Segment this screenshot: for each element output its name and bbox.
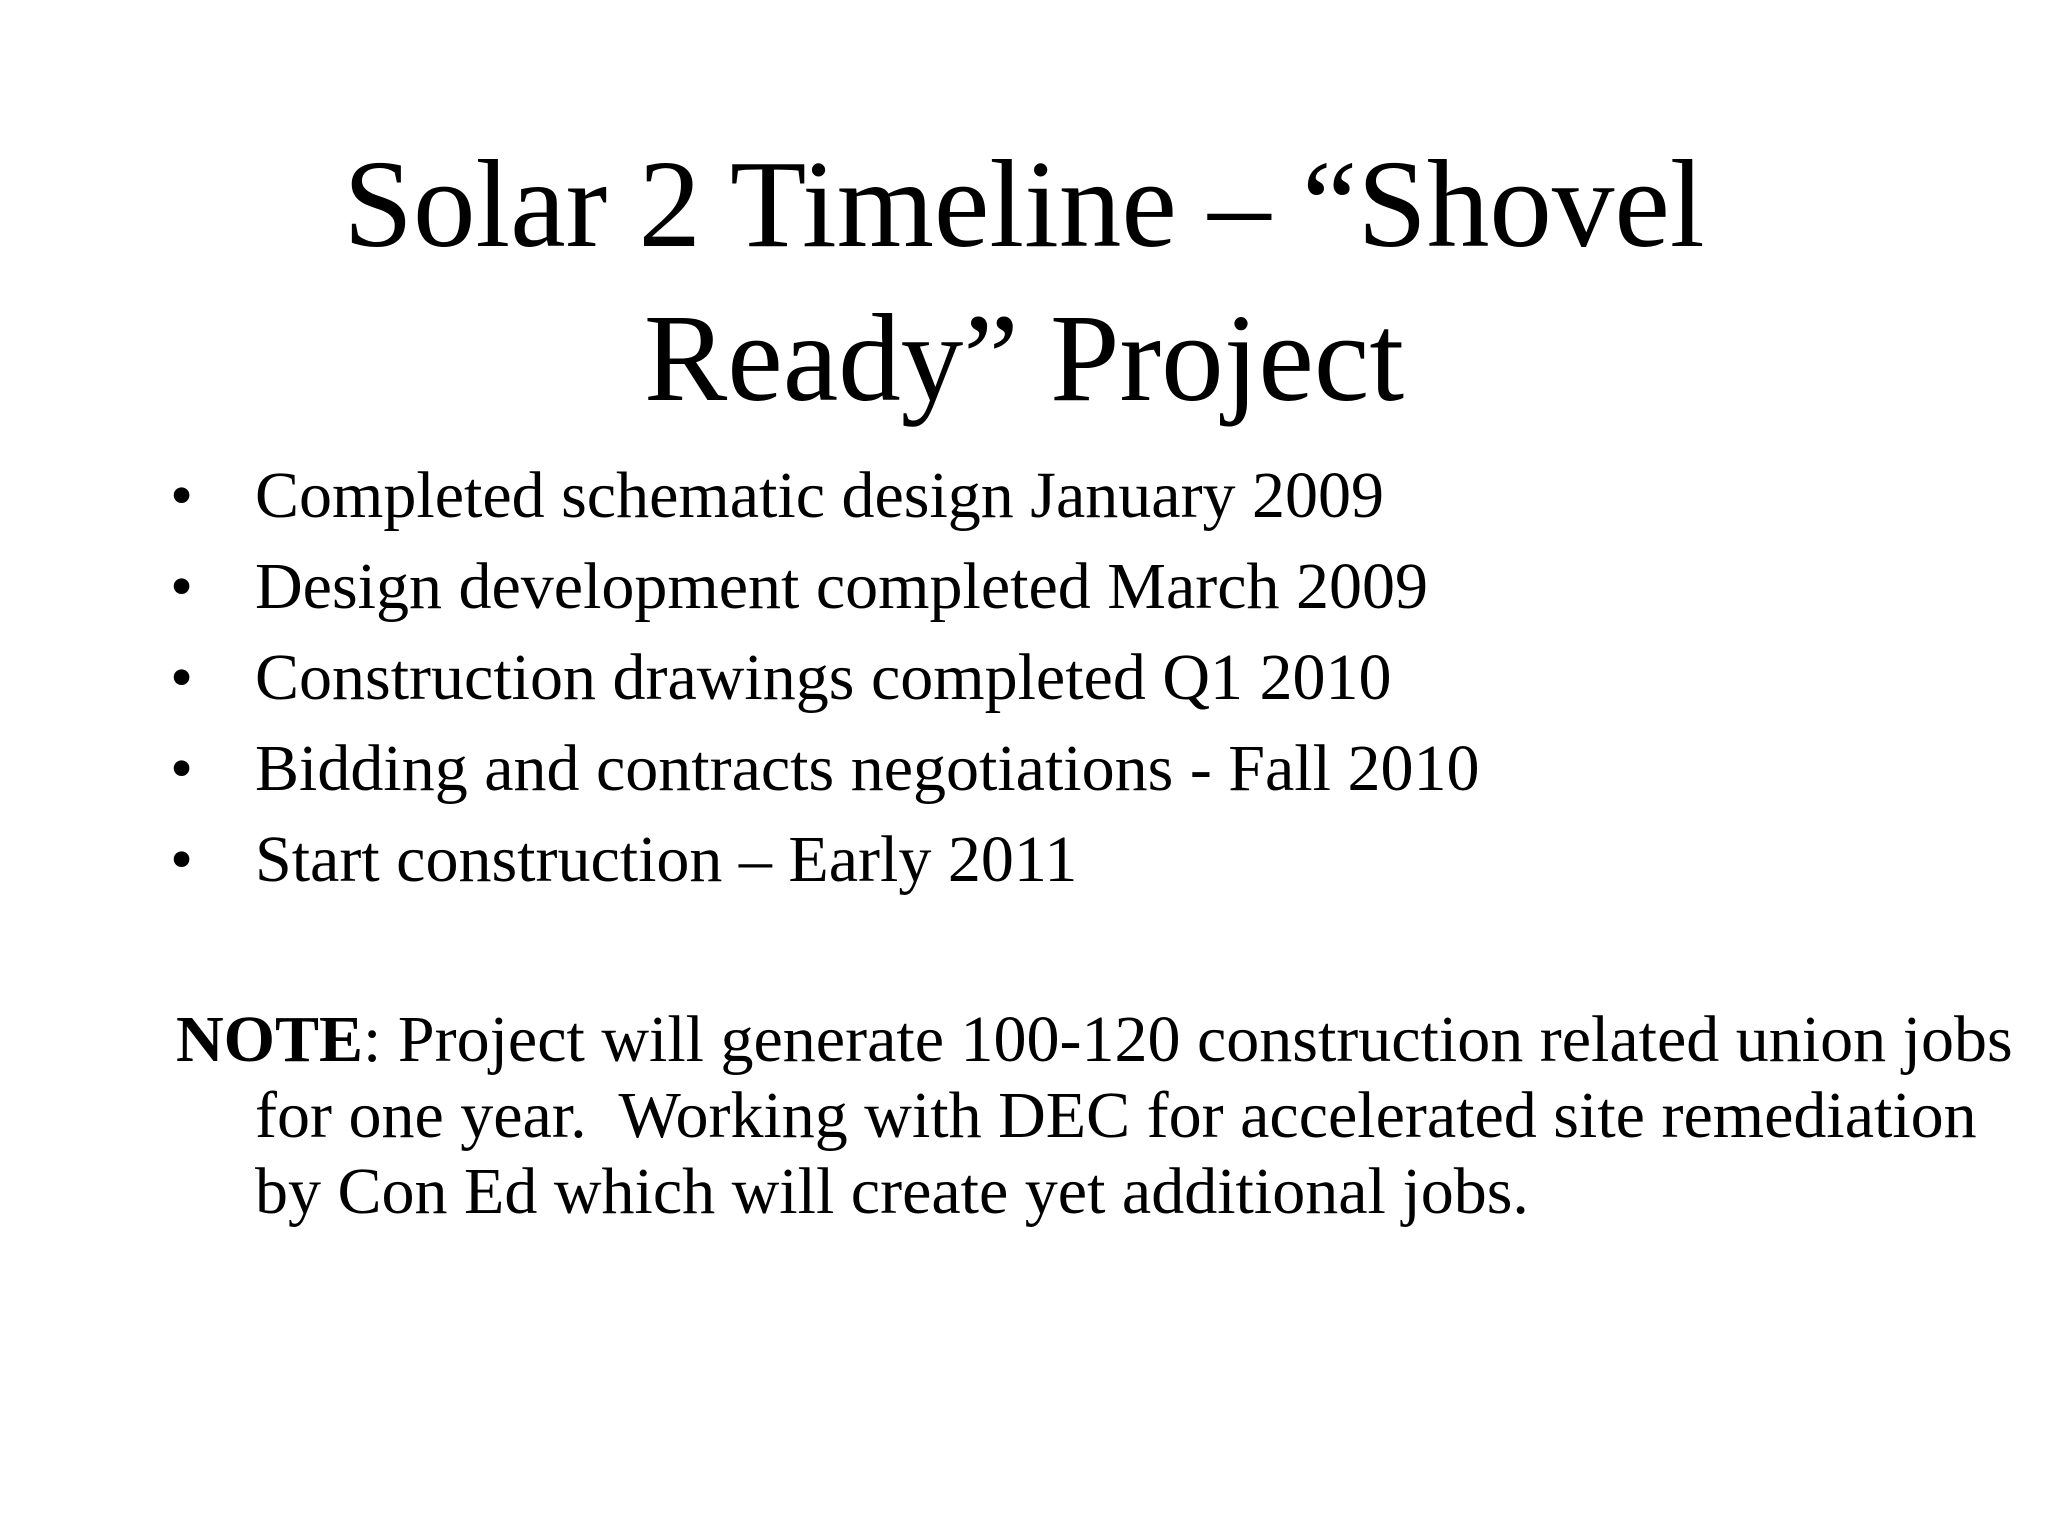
slide-title — [0, 128, 2048, 436]
bullet-marker: • — [170, 732, 194, 805]
note-text: : Project will generate 100-120 construction related union jobs for one year. Working with DEC for accelerated site remediation by Con Ed which will create yet additional jobs. — [255, 1003, 2030, 1228]
bullet-item — [170, 541, 1970, 632]
bullet-item — [170, 814, 1970, 905]
bullet-marker: • — [170, 459, 194, 532]
slide-title-line-2: Ready” Project — [643, 290, 1405, 428]
bullet-marker: • — [170, 641, 194, 714]
bullet-marker: • — [170, 823, 194, 896]
bullet-text: Construction drawings completed Q1 2010 — [255, 641, 1392, 714]
bullet-item — [170, 632, 1970, 723]
bullet-item — [170, 450, 1970, 541]
bullet-text: Design development completed March 2009 — [255, 550, 1429, 623]
note-paragraph — [176, 1002, 2045, 1230]
bullet-marker: • — [170, 550, 194, 623]
bullet-text: Bidding and contracts negotiations - Fall 2010 — [255, 732, 1480, 805]
bullet-text: Start construction – Early 2011 — [255, 823, 1078, 896]
note-label: NOTE — [176, 1003, 364, 1076]
bullet-item — [170, 723, 1970, 814]
slide-title-line-1: Solar 2 Timeline – “Shovel — [343, 136, 1705, 274]
bullet-text: Completed schematic design January 2009 — [255, 459, 1385, 532]
timeline-bullet-list — [170, 450, 1970, 905]
